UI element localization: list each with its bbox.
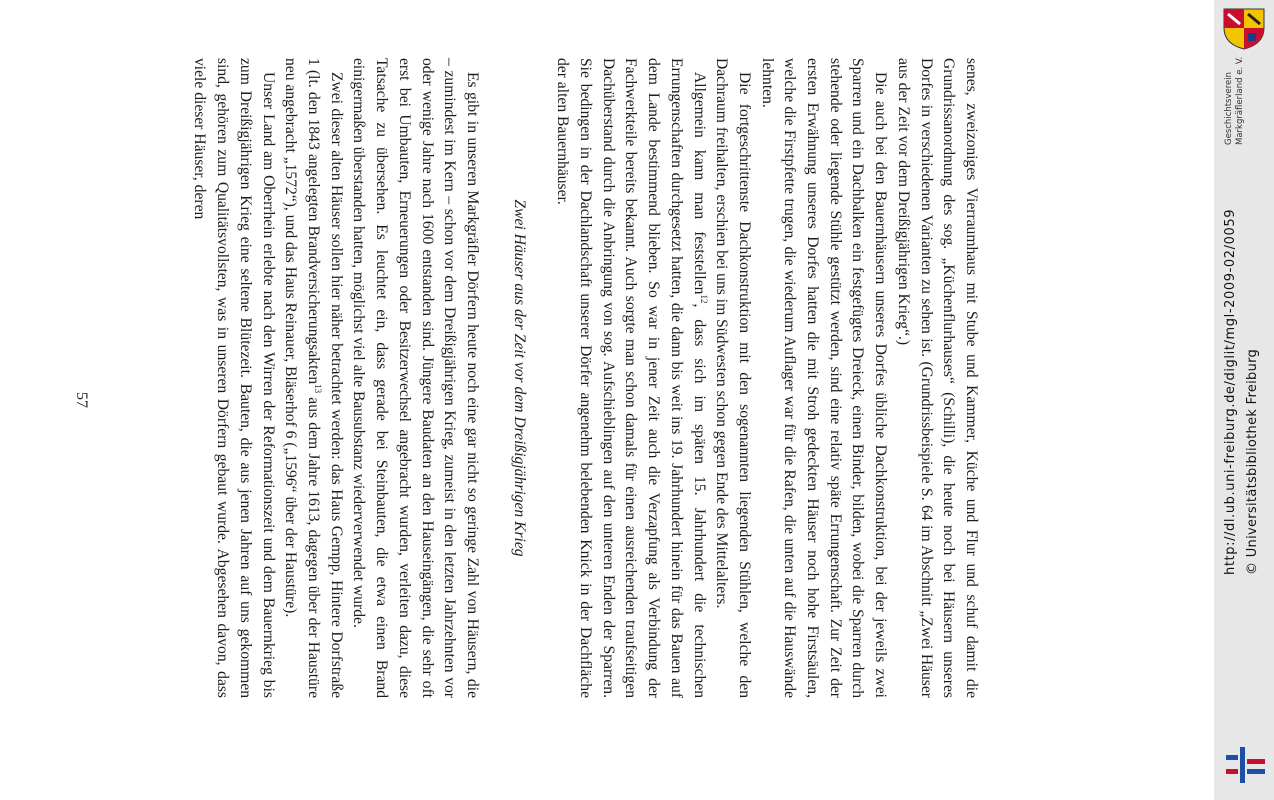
section-heading: Zwei Häuser aus der Zeit vor dem Dreißigjährigen Krieg	[510, 199, 528, 557]
paragraph: senes, zweizoniges Vierraumhaus mit Stube und Kammer, Küche und Flur und schuf damit die Grundrissanordnung des sog. „Küchenflurhauses“ (Schilli), die heute noch bei Häusern unseres Dorfes in verschiedenen Varianten zu sehen ist. (Grundrissbeispiele S. 64 im Abschnitt „Zwei Häuser aus der Zeit vor dem Dreißigjährigen Krieg“.)	[894, 58, 980, 698]
paragraph: Unser Land am Oberrhein erlebte nach den Wirren der Reformationszeit und dem Bauernkrieg bis zum Dreißigjährigen Krieg eine seltene Blütezeit. Bauten, die aus jenen Jahren auf uns gekommen sind, gehören zum Qualitätsvollsten, was in unseren Dörfern gebaut wurde. Abgesehen davon, dass viele dieser Häuser, deren	[191, 58, 277, 698]
permalink-url[interactable]: http://dl.ub.uni-freiburg.de/diglit/mgl-2009-02/0059	[1223, 208, 1238, 575]
paragraph-text: aus dem Jahre 1613, dagegen über der Haustüre neu angebracht „1572“), und das Haus Reinauer, Bläserhof 6 („1596“ über der Haustüre).	[282, 58, 323, 698]
page-number: 57	[73, 392, 90, 408]
paragraph-text: Zwei dieser alten Häuser sollen hier näher betrachtet werden: das Haus Gempp, Hintere Dorfstraße 1 (lt. den 1843 angelegten Brandversicherungsakten	[305, 58, 345, 698]
viewer-sidebar	[1214, 0, 1274, 800]
publisher-line1: Geschichtsverein	[1224, 71, 1234, 145]
copyright-notice: © Universitätsbibliothek Freiburg	[1245, 348, 1260, 575]
footnote-ref[interactable]: 12	[698, 294, 709, 304]
paragraph: Die auch bei den Bauernhäusern unseres Dorfes übliche Dachkonstruktion, bei der jeweils zwei Sparren und ein Dachbalken ein festgefügtes Dreieck, einen Binder, bilden, wobei die Sparren durch stehende oder liegende Stühle gestützt werden, sind eine relativ späte Errungenschaft. Zur Zeit der ersten Erwähnung unseres Dorfes hatten die mit Stroh gedeckten Häuser noch hohe Firstsäulen, welche die Firstpfette trugen, die wiederum Auflager war für die Rafen, die unten auf die Hauswände lehnten.	[758, 58, 890, 698]
publisher-name	[1224, 57, 1246, 145]
text-body	[188, 58, 982, 698]
coat-of-arms-icon	[1220, 6, 1268, 50]
paragraph-text: , dass sich im späten 15. Jahrhundert die technischen Errungenschaften durchgesetzt hatten, die dann bis weit ins 19. Jahrhundert hinein für das Bauen auf dem Lande bestimmend blieben. So war in jener Zeit auch die Verzapfung als Verbindung der Fachwerkteile bereits bekannt. Auch sorgte man schon damals für einen ausreichenden traufseitigen Dachüberstand durch die Anbringung von sog. Aufschieblingen auf den unteren Enden der Sparren. Sie bedingen in der Dachlandschaft unserer Dörfer angenehm belebenden Knick in der Dachfläche der alten Bauernhäuser.	[554, 58, 708, 698]
paragraph	[551, 58, 710, 698]
publisher-line2: Markgräflerland e. V.	[1235, 56, 1245, 145]
paragraph: Es gibt in unseren Markgräfler Dörfern heute noch eine gar nicht so geringe Zahl von Häusern, die – zumindest im Kern – schon vor dem Dreißigjährigen Krieg, zumeist in den letzten Jahrzehnten vor oder wenige Jahre nach 1600 entstanden sind. Jüngere Baudaten an den Hauseingängen, die sehr oft erst bei Umbauten, Erneuerungen oder Besitzerwechsel angebracht wurden, verleiten dazu, diese Tatsache zu übersehen. Es leuchtet ein, dass gerade bei Steinbauten, die etwa einen Brand einigermaßen überstanden hatten, möglichst viel alte Bausubstanz wiederverwendet wurde.	[350, 58, 481, 698]
paragraph	[279, 58, 347, 698]
paragraph-text: Allgemein kann man feststellen	[690, 72, 708, 295]
footnote-ref[interactable]: 13	[313, 384, 324, 394]
ub-freiburg-logo-icon	[1224, 745, 1268, 785]
paragraph: Die fortgeschrittenste Dachkonstruktion mit den sogenannten liegenden Stühlen, welche den Dachraum freihalten, erschien bei uns im Südwesten schon gegen Ende des Mittelalters.	[713, 58, 753, 698]
sidebar-rotated	[1214, 0, 1274, 800]
